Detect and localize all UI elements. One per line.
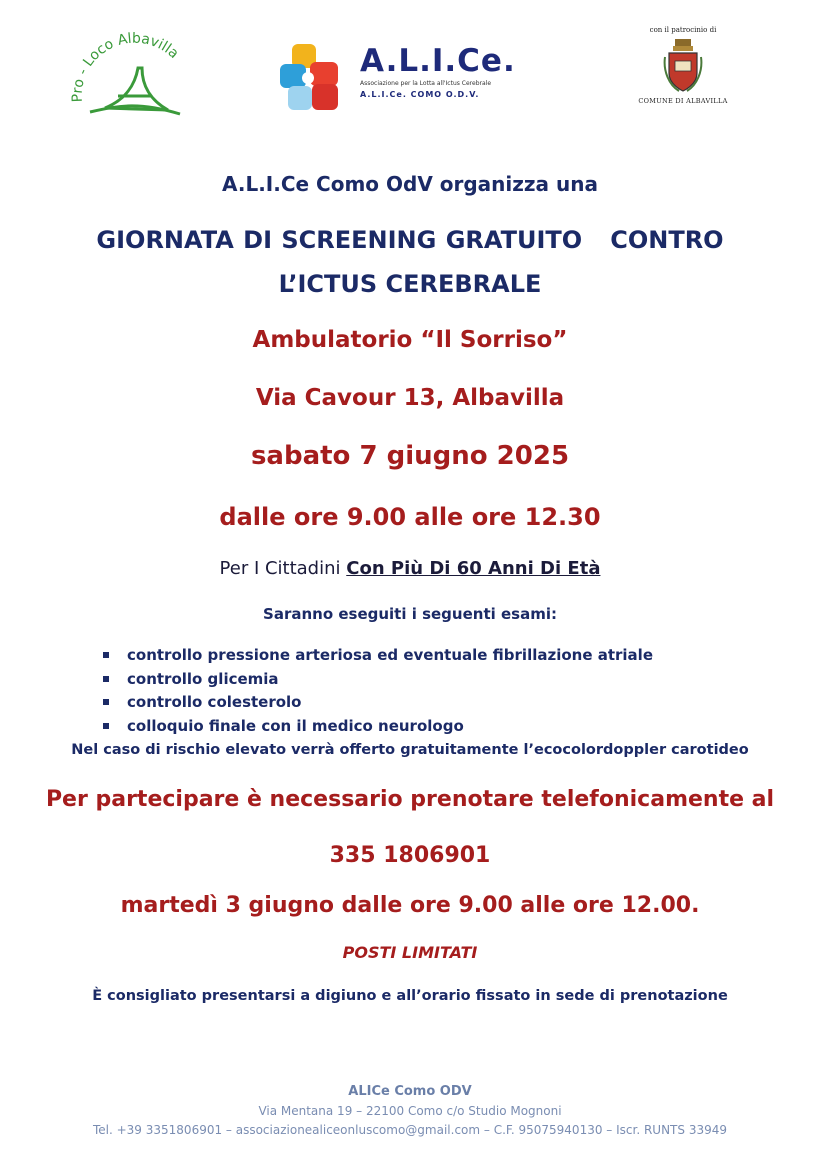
alice-brand [360,44,560,99]
bullet-square-icon [103,723,109,729]
citizens-prefix: Per I Cittadini [219,558,347,579]
exam-label: colloquio finale con il medico neurologo [127,716,464,735]
title-line-1: GIORNATA DI SCREENING GRATUITO CONTRO [96,226,724,254]
list-item [100,669,653,693]
venue-address: Via Cavour 13, Albavilla [255,385,565,411]
logo-header [0,0,820,140]
pro-loco-arc-text: Pro - Loco Albavilla [70,30,182,103]
event-hours: dalle ore 9.00 alle ore 12.30 [219,503,601,531]
exams-list [100,645,653,739]
booking-instructions: Per partecipare è necessario prenotare telefonicamente al [45,787,775,812]
exam-label: controllo glicemia [127,669,279,688]
footer-address: Via Mentana 19 – 22100 Como c/o Studio Mognoni [258,1104,562,1118]
citizens-target: Con Più Di 60 Anni Di Età [346,558,601,579]
venue-name: Ambulatorio “Il Sorriso” [252,327,568,353]
footer-contacts: Tel. +39 3351806901 – associazionealiceonluscomo@gmail.com – C.F. 95075940130 – Iscr. RUNTS 33949 [92,1123,727,1137]
title-line-2: L’ICTUS CEREBRALE [278,270,542,298]
list-item [100,645,653,669]
fasting-note: È consigliato presentarsi a digiuno e all’orario fissato in sede di prenotazione [92,988,728,1004]
comune-patronage [628,26,738,105]
alice-subtitle: Associazione per la Lotta all'Ictus Cerebrale [360,80,492,87]
event-date: sabato 7 giugno 2025 [250,441,570,471]
exam-label: controllo pressione arteriosa ed eventuale fibrillazione atriale [127,646,653,664]
comune-crest-icon [663,37,703,95]
exams-heading: Saranno eseguiti i seguenti esami: [263,605,557,623]
pro-loco-albavilla-logo [70,30,200,125]
alice-subtitle-como: A.L.I.Ce. COMO O.D.V. [360,90,480,99]
exam-label: controllo colesterolo [127,693,302,711]
footer-org: ALICe Como ODV [348,1084,472,1099]
list-item [100,692,653,716]
risk-note: Nel caso di rischio elevato verrà offerto gratuitamente l’ecocolordoppler carotideo [71,742,749,758]
patronage-label: con il patrocinio di [649,26,717,34]
intro-text: A.L.I.Ce Como OdV organizza una [222,172,598,196]
bullet-square-icon [103,652,109,658]
bullet-square-icon [103,676,109,682]
alice-puzzle-logo [278,42,344,116]
list-item [100,716,653,740]
comune-name: COMUNE DI ALBAVILLA [638,97,728,105]
svg-text:Pro - Loco Albavilla [70,31,182,103]
limited-places: POSTI LIMITATI [342,943,478,962]
alice-title: A.L.I.Ce. [360,43,516,79]
booking-schedule: martedì 3 giugno dalle ore 9.00 alle ore 12.00. [120,893,700,918]
bullet-square-icon [103,699,109,705]
booking-phone: 335 1806901 [329,843,491,868]
target-citizens [0,558,820,579]
